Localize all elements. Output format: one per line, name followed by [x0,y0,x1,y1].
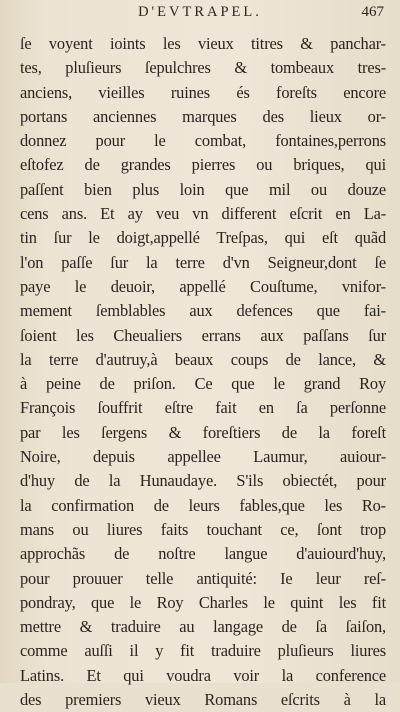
running-title: D'EVTRAPEL. [138,4,262,20]
text-line: comme auſſi il y fit traduire pluſieurs liures [20,641,386,661]
text-line: mans ou liures faits touchant ce, ſont trop [20,519,386,539]
body-text [20,32,386,712]
text-line: tin ſur le doigt,appellé Treſpas, qui eſt quãd [20,228,386,248]
text-line: eſtofez de grandes pierres ou briques, qui [20,155,386,175]
text-line: par les ſergens & foreſtiers de la foreſt [20,422,386,442]
text-line: mement ſemblables aux defences que fai- [20,301,386,321]
text-line: François ſouffrit eſtre fait en ſa perſonne [20,398,386,418]
text-line: la confirmation de leurs fables,que les Ro- [20,495,386,515]
text-line: pondray, que le Roy Charles le quint les fit [20,592,386,612]
text-line: approchãs de noſtre langue d'auiourd'huy, [20,544,386,564]
text-line: donnez pour le combat, fontaines,perrons [20,131,386,151]
text-line: la terre d'autruy,à beaux coups de lance, & [20,349,386,369]
page-number: 467 [361,4,384,20]
text-line: cens ans. Et ay veu vn different eſcrit en La- [20,204,386,224]
page-header [0,2,400,24]
text-line: Latins. Et qui voudra voir la conference [20,665,386,685]
text-line: paye le deuoir, appellé Couſtume, vnifor- [20,276,386,296]
text-line: à peine de priſon. Ce que le grand Roy [20,374,386,394]
text-line: l'on paſſe ſur la terre d'vn Seigneur,dont ſe [20,252,386,272]
text-line: ſe voyent ioints les vieux titres & panchar- [20,34,386,53]
text-line: portans anciennes marques des lieux or- [20,106,386,126]
text-line: paſſent bien plus loin que mil ou douze [20,179,386,199]
text-line: Noire, depuis appellee Laumur, auiour- [20,447,386,467]
text-line: ſoient les Cheualiers errans aux paſſans ſur [20,325,386,345]
text-line: mettre & traduire au langage de ſa ſaiſon, [20,617,386,637]
text-line: anciens, vieilles ruines és foreſts encore [20,82,386,102]
text-line: tes, pluſieurs ſepulchres & tombeaux tres- [20,58,386,78]
text-line: des premiers vieux Romans eſcrits à la [20,690,386,710]
text-line: pour prouuer telle antiquité: Ie leur reſ- [20,568,386,588]
text-line: d'huy de la Hunaudaye. S'ils obiectét, pour [20,471,386,491]
